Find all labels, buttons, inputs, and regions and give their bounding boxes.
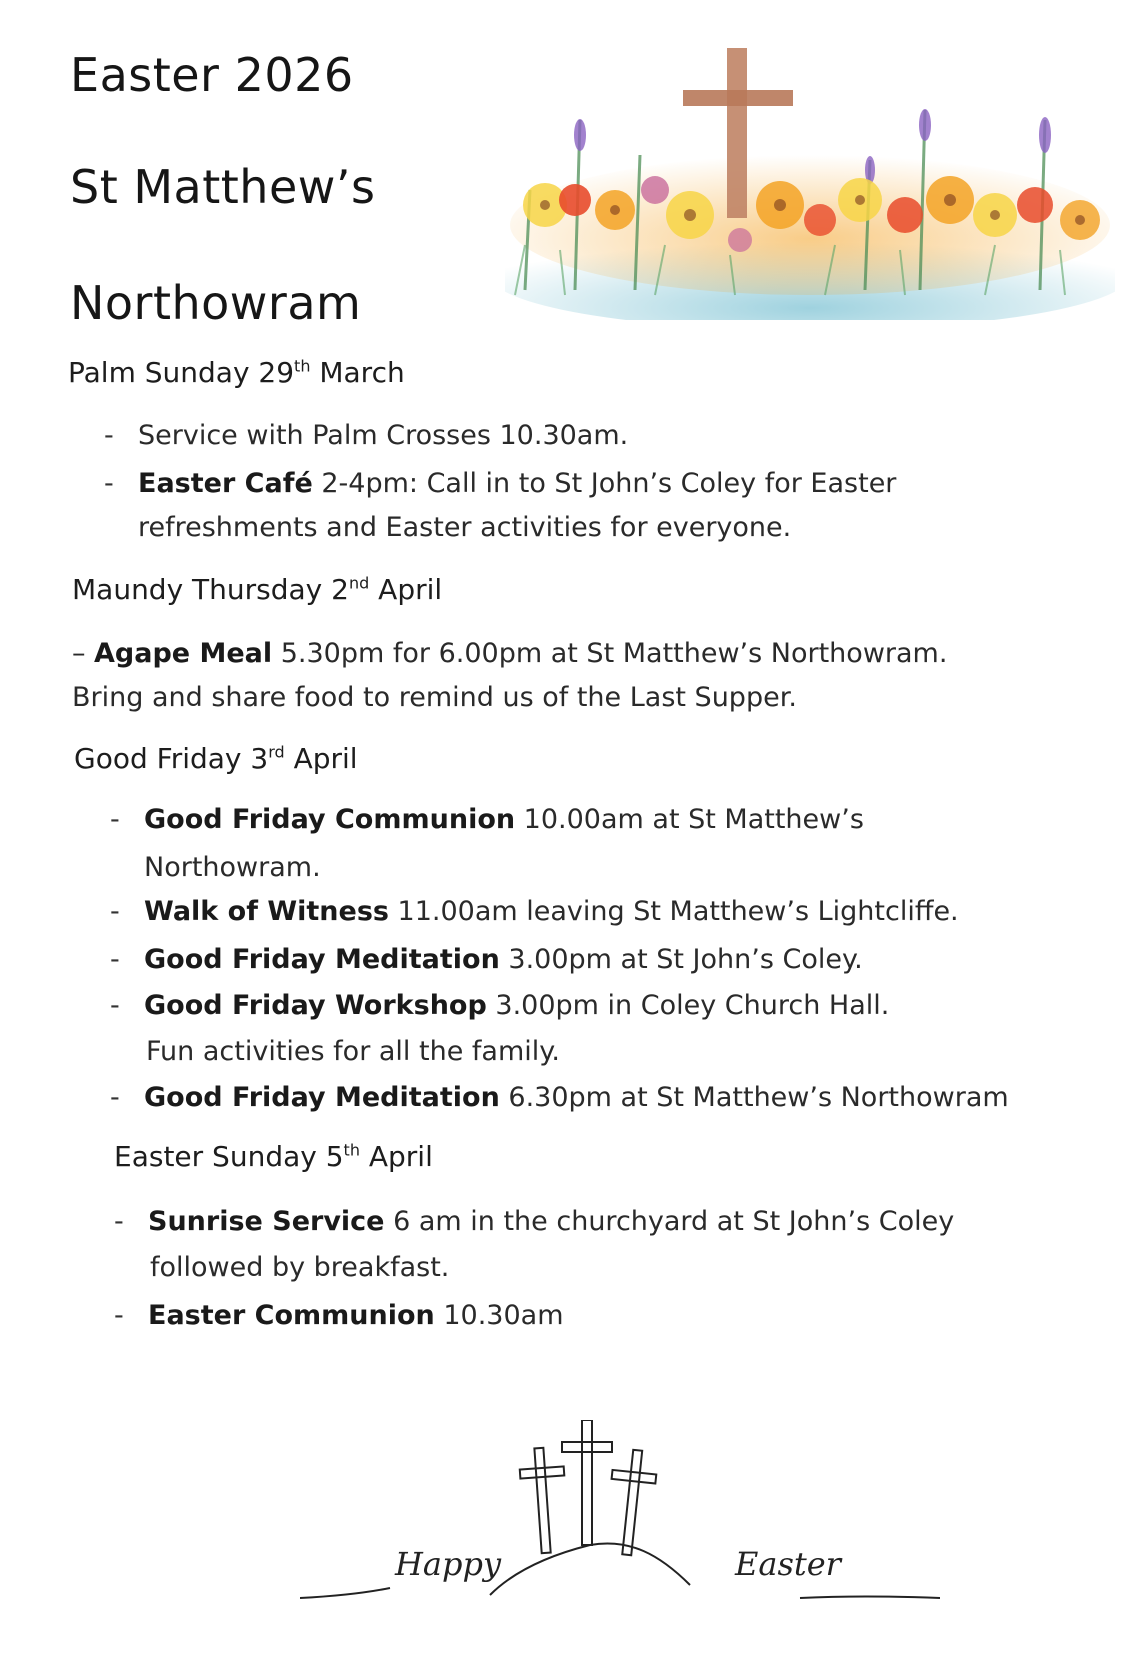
happy-text: Happy	[395, 1545, 502, 1583]
list-item: - Service with Palm Crosses 10.30am.	[104, 420, 629, 451]
list-item: – Agape Meal 5.30pm for 6.00pm at St Matthew’s Northowram.	[72, 638, 948, 669]
three-crosses-on-hill-icon	[300, 1420, 940, 1620]
section-heading-palm-sunday: Palm Sunday 29th March	[68, 356, 405, 389]
list-item: - Good Friday Workshop 3.00pm in Coley Church Hall.	[110, 990, 890, 1021]
list-item: - Good Friday Meditation 6.30pm at St Matthew’s Northowram	[110, 1082, 1009, 1113]
list-item: - Easter Communion 10.30am	[114, 1300, 564, 1331]
section-heading-maundy-thursday: Maundy Thursday 2nd April	[72, 573, 443, 606]
easter-text: Easter	[735, 1545, 841, 1583]
list-item: - Good Friday Communion 10.00am at St Matthew’s	[110, 804, 864, 835]
section-heading-easter-sunday: Easter Sunday 5th April	[114, 1140, 433, 1173]
title-line-3: Northowram	[70, 276, 362, 330]
list-item: - Good Friday Meditation 3.00pm at St John’s Coley.	[110, 944, 863, 975]
section-heading-good-friday: Good Friday 3rd April	[74, 742, 358, 775]
list-item: - Easter Café 2-4pm: Call in to St John’s Coley for Easter	[104, 468, 897, 499]
cross-and-flowers-icon	[505, 40, 1115, 320]
list-item: - Sunrise Service 6 am in the churchyard at St John’s Coley	[114, 1206, 955, 1237]
title-line-1: Easter 2026	[70, 48, 354, 102]
list-item: - Walk of Witness 11.00am leaving St Matthew’s Lightcliffe.	[110, 896, 959, 927]
list-item-continuation: Bring and share food to remind us of the Last Supper.	[72, 682, 797, 713]
title-line-2: St Matthew’s	[70, 160, 376, 214]
list-item-continuation: refreshments and Easter activities for everyone.	[138, 512, 792, 543]
list-item-continuation: Fun activities for all the family.	[146, 1036, 560, 1067]
list-item-continuation: followed by breakfast.	[150, 1252, 450, 1283]
list-item-continuation: Northowram.	[144, 852, 321, 883]
